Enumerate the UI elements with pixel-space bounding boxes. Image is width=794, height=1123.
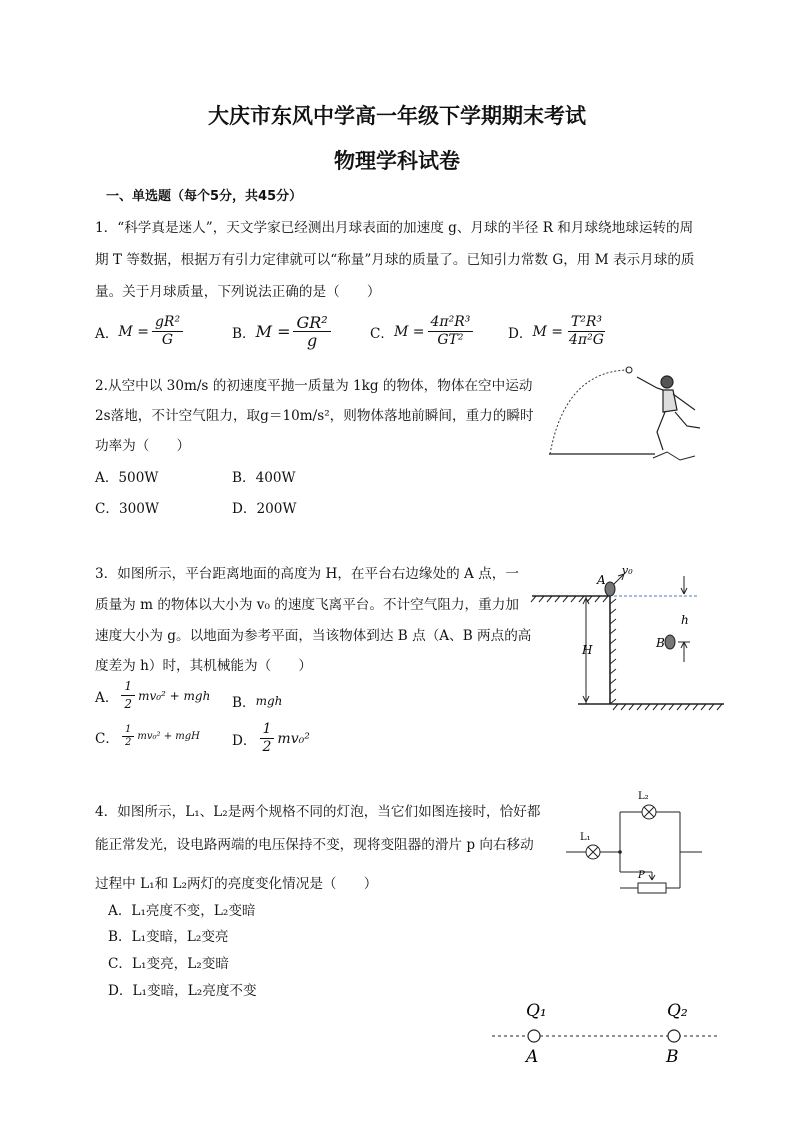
q3-line1: 3．如图所示，平台距离地面的高度为 H，在平台右边缘处的 A 点，一 — [95, 566, 519, 582]
q5-label-Q1: Q₁ — [526, 1001, 547, 1021]
q3-option-a-rest: mv₀² + mgh — [138, 688, 211, 703]
q2-line1: 2.从空中以 30m/s 的初速度平抛一质量为 1kg 的物体，物体在空中运动 — [95, 378, 533, 394]
q1-option-b[interactable] — [232, 314, 334, 349]
q4-lamp-L1-cross — [588, 847, 598, 857]
q3-option-a-label: A． — [95, 689, 119, 706]
q4-label-L2: L₂ — [638, 791, 649, 802]
q1-option-a-den: G — [161, 332, 174, 348]
q4-option-d[interactable]: D．L₁变暗，L₂亮度不变 — [108, 983, 257, 999]
q3-line2: 质量为 m 的物体以大小为 v₀ 的速度飞离平台。不计空气阻力，重力加 — [95, 597, 519, 613]
q3-wall-hatch — [610, 599, 616, 704]
q1-option-d-lhs: M = — [532, 323, 564, 340]
q1-option-c-num: 4π²R³ — [428, 314, 474, 332]
q4-option-c[interactable]: C．L₁变亮，L₂变暗 — [108, 956, 229, 972]
q1-option-c-lhs: M = — [394, 323, 425, 340]
q1-option-b-lhs: M = — [255, 322, 291, 341]
q2-person-icon — [637, 376, 700, 460]
q2-thrower-figure — [545, 362, 715, 472]
q3-option-a-num: 1 — [121, 678, 135, 696]
q1-option-c-label: C． — [370, 325, 394, 342]
q3-label-B: B — [656, 636, 665, 650]
q2-option-d[interactable]: D．200W — [232, 501, 297, 517]
q2-option-c[interactable]: C．300W — [95, 501, 159, 517]
q1-option-a-lhs: M = — [118, 323, 149, 340]
q3-option-d-den: 2 — [262, 739, 272, 755]
exam-subtitle: 物理学科试卷 — [334, 149, 460, 173]
q3-line3: 速度大小为 g。以地面为参考平面，当该物体到达 B 点（A、B 两点的高 — [95, 628, 532, 644]
q3-line4: 度差为 h）时，其机械能为（ ） — [95, 658, 312, 674]
q3-ground-hatch — [613, 704, 722, 710]
q4-node — [618, 850, 622, 854]
q4-circuit-figure — [564, 790, 714, 900]
q4-option-b[interactable]: B．L₁变暗，L₂变亮 — [108, 929, 229, 945]
q4-lamp-L2-cross — [644, 807, 654, 817]
q5-label-B: B — [666, 1047, 679, 1067]
q2-line3: 功率为（ ） — [95, 438, 191, 454]
section-heading: 一、单选题（每个5分，共45分） — [106, 189, 303, 204]
q3-option-c-num: 1 — [122, 724, 134, 737]
q1-option-b-den: g — [306, 331, 318, 350]
q1-option-c-den: GT² — [437, 332, 464, 348]
q3-ball-A — [605, 582, 615, 596]
q4-label-L1: L₁ — [580, 832, 591, 843]
q2-option-b[interactable]: B．400W — [232, 470, 296, 486]
q3-label-H: H — [582, 643, 593, 657]
q1-option-a-label: A． — [95, 325, 119, 342]
exam-title: 大庆市东风中学高一年级下学期期末考试 — [208, 104, 586, 128]
q3-label-A: A — [597, 573, 606, 587]
q4-line2: 能正常发光，设电路两端的电压保持不变，现将变阻器的滑片 p 向右移动 — [95, 837, 534, 853]
q3-option-b-label: B． — [232, 695, 256, 711]
q3-platform-hatch — [531, 596, 608, 602]
q5-charges-figure — [488, 995, 728, 1075]
q3-option-d-rest: mv₀² — [277, 730, 310, 747]
q1-option-b-num: GR² — [293, 314, 330, 332]
q3-option-a-den: 2 — [124, 697, 133, 711]
q1-option-d-label: D． — [508, 325, 533, 342]
q5-charge-A — [528, 1030, 540, 1042]
q1-option-a-num: gR² — [152, 314, 183, 332]
q5-label-A: A — [526, 1047, 539, 1067]
q3-option-c-den: 2 — [125, 737, 132, 748]
q3-point-B — [665, 635, 675, 649]
q2-option-a[interactable]: A．500W — [95, 470, 159, 486]
q3-option-c-label: C． — [95, 730, 119, 747]
q1-option-a[interactable] — [95, 314, 186, 349]
q5-label-Q2: Q₂ — [667, 1001, 688, 1021]
q1-line3: 量。关于月球质量，下列说法正确的是（ ） — [95, 284, 381, 300]
q3-platform-figure — [528, 558, 728, 718]
q3-option-d[interactable] — [232, 721, 310, 756]
q2-line2: 2s落地，不计空气阻力，取g＝10m/s²，则物体落地前瞬间，重力的瞬时 — [95, 408, 534, 424]
q1-option-d-den: 4π²G — [569, 332, 604, 348]
q3-option-a[interactable] — [95, 678, 210, 713]
q1-line2: 期 T 等数据，根据万有引力定律就可以“称量”月球的质量了。已知引力常数 G，用 M 表示月球的质 — [95, 252, 695, 268]
q1-option-c[interactable] — [370, 314, 476, 349]
q3-option-d-label: D． — [232, 732, 257, 749]
q1-option-d[interactable] — [508, 314, 610, 349]
q1-option-b-label: B． — [232, 325, 256, 342]
q1-line1: 1．“科学真是迷人”，天文学家已经测出月球表面的加速度 g、月球的半径 R 和月球绕地球运转的周 — [95, 220, 694, 236]
q3-label-h: h — [681, 613, 689, 627]
q3-option-c-rest: mv₀² + mgH — [137, 731, 200, 742]
q3-option-b-rest: mgh — [255, 694, 283, 708]
q4-line1: 4．如图所示，L₁、L₂是两个规格不同的灯泡，当它们如图连接时，恰好都 — [95, 804, 541, 820]
q2-trajectory-arc — [550, 370, 627, 454]
q4-rheostat — [638, 883, 666, 893]
q1-option-d-num: T²R³ — [568, 314, 605, 332]
q3-label-v0: v₀ — [622, 564, 633, 577]
q4-label-P: P — [638, 870, 645, 881]
q3-option-c[interactable] — [95, 724, 200, 749]
q5-charge-B — [668, 1030, 680, 1042]
q3-option-d-num: 1 — [260, 721, 275, 739]
q4-option-a[interactable]: A．L₁亮度不变，L₂变暗 — [108, 903, 256, 919]
q4-line3: 过程中 L₁和 L₂两灯的亮度变化情况是（ ） — [95, 876, 378, 892]
q3-option-b[interactable] — [232, 691, 282, 711]
